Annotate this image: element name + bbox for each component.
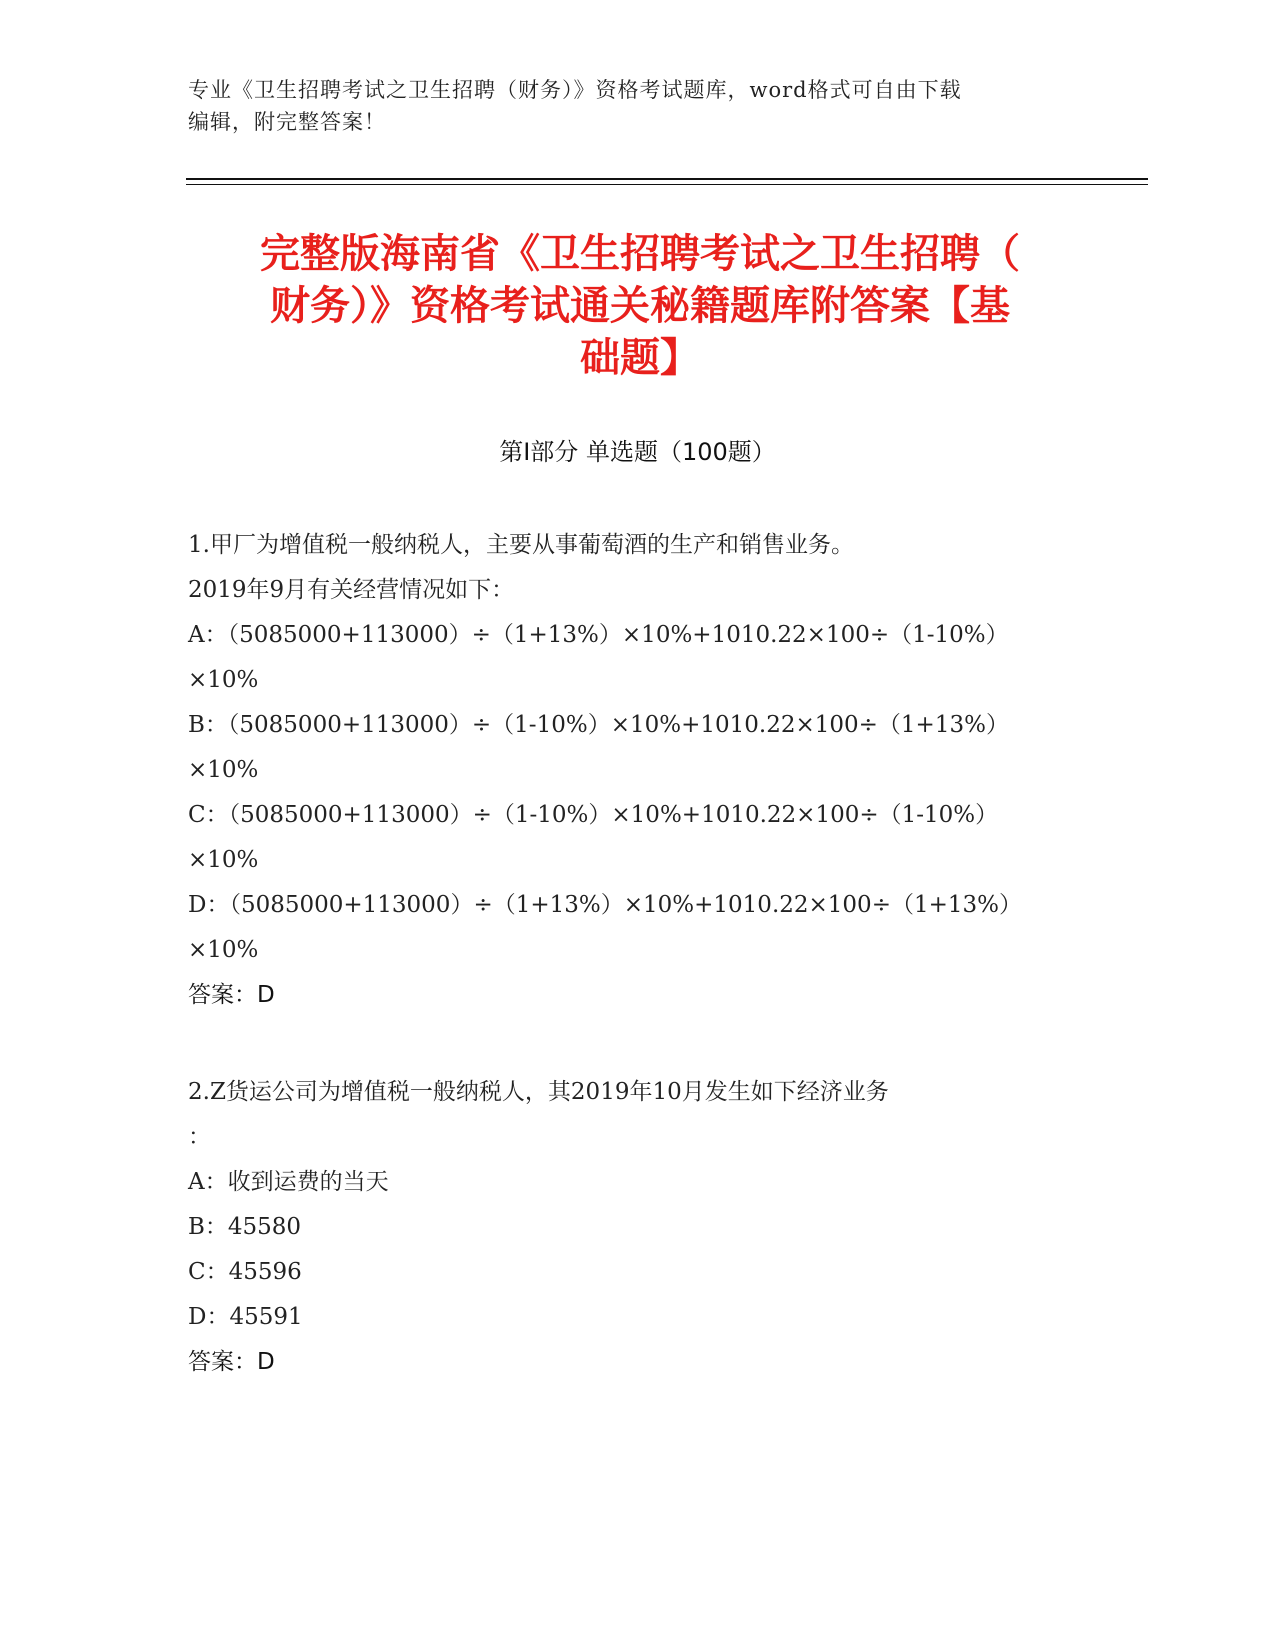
document-title-line-3: 础题】 [580,335,700,381]
document-title-line-1: 完整版海南省《卫生招聘考试之卫生招聘（ [260,231,1020,277]
question-1-option-a-cont: ×10% [188,667,259,693]
header-note [188,74,1078,138]
question-2-option-a: A：收到运费的当天 [188,1169,389,1195]
header-divider-thin [186,184,1148,185]
question-2-option-d: D：45591 [188,1304,303,1330]
question-2-option-b: B：45580 [188,1214,302,1240]
question-1-option-d-cont: ×10% [188,937,259,963]
section-heading: 第Ⅰ部分 单选题（100题） [499,438,776,466]
question-1 [188,523,1088,1018]
question-1-option-b: B：（5085000+113000）÷（1-10%）×10%+1010.22×100÷（1+13%） [188,712,1009,738]
question-1-answer: 答案：D [188,982,275,1008]
header-divider-thick [186,178,1148,180]
question-2-stem-line-1: 2.Z货运公司为增值税一般纳税人，其2019年10月发生如下经济业务 [188,1079,889,1105]
question-1-option-a: A：（5085000+113000）÷（1+13%）×10%+1010.22×100÷（1-10%） [188,622,1009,648]
document-title-line-2: 财务）》资格考试通关秘籍题库附答案【基 [270,283,1010,329]
question-1-option-c: C：（5085000+113000）÷（1-10%）×10%+1010.22×100÷（1-10%） [188,802,999,828]
document-title [190,228,1090,384]
question-1-stem-line-1: 1.甲厂为增值税一般纳税人，主要从事葡萄酒的生产和销售业务。 [188,532,854,558]
question-1-option-d: D：（5085000+113000）÷（1+13%）×10%+1010.22×100÷（1+13%） [188,892,1022,918]
question-1-stem-line-2: 2019年9月有关经营情况如下： [188,577,515,603]
question-2 [188,1070,1088,1385]
question-1-option-c-cont: ×10% [188,847,259,873]
question-2-option-c: C：45596 [188,1259,302,1285]
header-note-line-2: 编辑，附完整答案！ [188,110,386,134]
header-note-line-1: 专业《卫生招聘考试之卫生招聘（财务）》资格考试题库，word格式可自由下载 [188,78,962,102]
question-2-stem-line-2: ： [188,1124,211,1150]
question-1-option-b-cont: ×10% [188,757,259,783]
question-2-answer: 答案：D [188,1349,275,1375]
